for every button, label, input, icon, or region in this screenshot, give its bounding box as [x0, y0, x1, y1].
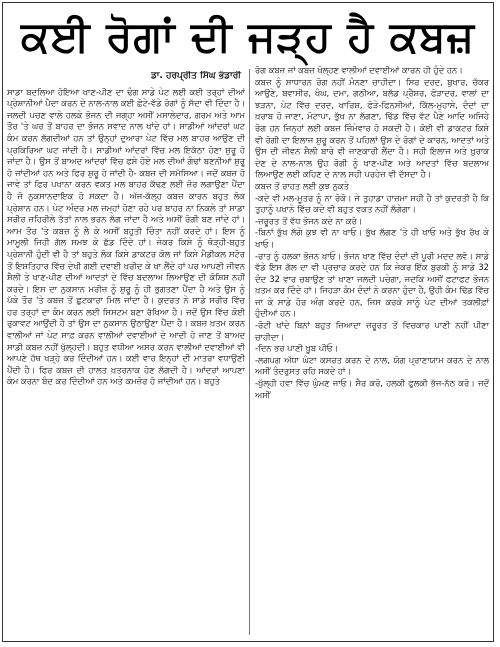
tips-heading: ਕਬਜ਼ ਤੋਂ ਰਾਹਤ ਲਈ ਕੁਝ ਨੁਕਤੇ	[255, 180, 349, 191]
body-paragraph: ਰੋਗ ਕਬਜ਼ ਜਾਂ ਕਬਜ਼ ਖੋਲ੍ਹਣ ਵਾਲੀਆਂ ਦਵਾਈਆਂ ਕਾਰਨ ਹੀ ਹੁੰਦੇ ਹਨ।	[255, 65, 463, 75]
tip-item: -ਰੋਟੀ ਖਾਂਦੇ ਬਿਨਾਂ ਬਹੁਤ ਜ਼ਿਆਦਾ ਜ਼ਰੂਰਤ ਤੋਂ ਵਿਚਕਾਰ ਪਾਣੀ ਨਹੀਂ ਪੀਣਾ ਚਾਹੀਦਾ।	[255, 320, 489, 342]
tip-item: -ਲਗਪਗ ਅੱਧਾ ਘੰਟਾ ਕਸਰਤ ਕਰਨ ਦੇ ਨਾਲ, ਯੋਗ ਪ੍ਰਾਣਾਯਾਮ ਕਰਨ ਦੇ ਨਾਲ ਅਸੀਂ ਤੰਦਰੁਸਤ ਰਹਿ ਸਕਦੇ ਹਾਂ।	[255, 354, 489, 377]
body-paragraph: ਕਬਜ਼ ਨੂੰ ਸਾਧਾਰਨ ਰੋਗ ਨਹੀਂ ਮੰਨਣਾ ਚਾਹੀਦਾ। ਸਿਰ ਦਰਦ, ਬੁਖਾਰ, ਚੱਕਰ ਆਉਣੇ, ਬਵਾਸੀਰ, ਖੰਘ, ਦਮਾ, ਗਠੀਆ, ਬਲੱਡ ਪ੍ਰੈਸ਼ਰ, ਫੋੜਾਦਰ, ਵਾਲਾਂ ਦਾ ਝੜਨਾ, ਪੇਟ ਵਿੱਚ ਦਰਦ, ਖਾਰਿਸ਼, ਫੋੜੇ-ਫਿਨਸੀਆਂ, ਕਿੱਲ-ਮੁਹਾਸੇ, ਦੰਦਾਂ ਦਾ ਖ਼ਰਾਬ ਹੋ ਜਾਣਾ, ਮੋਟਾਪਾ, ਭੁੱਖ ਨਾ ਲੱਗਣਾ, ਢਿੱਡ ਵਿੱਚ ਵੱਟ ਪੈਣੇ ਆਦਿ ਅਜਿਹੇ ਰੋਗ ਹਨ ਜਿਨ੍ਹਾਂ ਲਈ ਕਬਜ਼ ਜ਼ਿੰਮੇਵਾਰ ਹੋ ਸਕਦੀ ਹੈ। ਕੋਈ ਵੀ ਡਾਕਟਰ ਕਿਸੇ ਵੀ ਰੋਗੀ ਦਾ ਇਲਾਜ ਸ਼ੁਰੂ ਕਰਨ ਤੋਂ ਪਹਿਲਾਂ ਉਸ ਦੇ ਰੋਗਾਂ ਦੇ ਕਾਰਨ, ਆਦਤਾਂ ਅਤੇ ਉਸ ਦੀ ਜੀਵਨ ਸ਼ੈਲੀ ਬਾਰੇ ਵੀ ਜਾਣਕਾਰੀ ਲੈਂਦਾ ਹੈ। ਸਹੀ ਇਲਾਜ ਅਤੇ ਖ਼ੁਰਾਕ ਦੇਣ ਦੇ ਨਾਲ-ਨਾਲ ਉਹ ਰੋਗੀ ਨੂੰ ਖਾਣ-ਪੀਣ ਅਤੇ ਆਦਤਾਂ ਵਿੱਚ ਬਦਲਾਅ ਲਿਆਉਣ ਲਈ ਕਹਿਣ ਦੇ ਨਾਲ ਸਹੀ ਪਰਹੇਜ਼ ਵੀ ਦੱਸਦਾ ਹੈ।	[255, 76, 489, 180]
article-headline: ਕਈ ਰੋਗਾਂ ਦੀ ਜੜ੍ਹ ਹੈ ਕਬਜ਼	[21, 12, 475, 61]
left-column	[7, 71, 245, 637]
right-column	[255, 65, 489, 631]
column-divider	[249, 69, 250, 635]
newspaper-article	[2, 2, 494, 642]
tip-item: -ਬਿਨਾਂ ਭੁੱਖ ਲੱਗੇ ਕੁਝ ਵੀ ਨਾ ਖਾਓ। ਭੁੱਖ ਲੱਗਣ 'ਤੇ ਹੀ ਖਾਓ ਅਤੇ ਭੁੱਖ ਰੱਖ ਕੇ ਖਾਓ।	[255, 227, 489, 249]
author-byline: ਡਾ. ਹਰਪ੍ਰੀਤ ਸਿੰਘ ਭੰਡਾਰੀ	[150, 71, 241, 81]
tip-item: -ਖੁੱਲ੍ਹੀ ਹਵਾ ਵਿੱਚ ਘੁੰਮਣ ਜਾਓ। ਸੈਰ ਕਰੋ, ਹਲਕੀ ਫੁਲਕੀ ਭੱਜ-ਨੱਠ ਕਰੋ। ਜਦੋਂ ਅਸੀਂ	[255, 378, 489, 400]
body-paragraph: ਸਾਡਾ ਬਦਲਿਆ ਹੋਇਆ ਖਾਣ-ਪੀਣ ਦਾ ਢੰਗ ਸਾਡੇ ਪੇਟ ਲਈ ਕਈ ਤਰ੍ਹਾਂ ਦੀਆਂ ਪ੍ਰੇਸ਼ਾਨੀਆਂ ਪੈਦਾ ਕਰਨ ਦੇ ਨਾਲ-ਨਾਲ ਕਈ ਛੋਟੇ-ਵੱਡੇ ਰੋਗਾਂ ਨੂੰ ਸੱਦਾ ਵੀ ਦਿੰਦਾ ਹੈ। ਜਲਦੀ ਪਚਣ ਵਾਲੇ ਹਲਕੇ ਭੋਜਨ ਦੀ ਜਗ੍ਹਾ ਅਸੀਂ ਮਸਾਲੇਦਾਰ, ਗਰਮ ਅਤੇ ਆਮ ਤੌਰ 'ਤੇ ਘਰ ਤੋਂ ਬਾਹਰ ਦਾ ਭੋਜਨ ਸਵਾਦ ਨਾਲ ਖਾਂਦੇ ਹਾਂ। ਸਾਡੀਆਂ ਆਂਦਰਾਂ ਘਟ ਕੰਮ ਕਰਨ ਲੱਗਦੀਆਂ ਹਨ ਤਾਂ ਉਨ੍ਹਾਂ ਦੁਆਰਾ ਪੇਟ ਵਿੱਚ ਮਲ ਬਾਹਰ ਆਉਣ ਦੀ ਪ੍ਰਕਿਰਿਆ ਘਟ ਜਾਂਦੀ ਹੈ। ਸਾਡੀਆਂ ਆਂਦਰਾਂ ਵਿੱਚ ਮਲ ਇਕੱਠਾ ਹੋਣਾ ਸ਼ੁਰੂ ਹੋ ਜਾਂਦਾ ਹੈ। ਉਸ ਤੋਂ ਬਾਅਦ ਆਂਦਰਾਂ ਵਿੱਚ ਫਸੇ ਹੋਏ ਮਲ ਦੀਆਂ ਗੰਢਾਂ ਬਣਨੀਆਂ ਸ਼ੁਰੂ ਹੋ ਜਾਂਦੀਆਂ ਹਨ ਅਤੇ ਫਿਰ ਸ਼ੁਰੂ ਹੋ ਜਾਂਦੀ ਹੈ- ਕਬਜ਼ ਦੀ ਸਮੱਸਿਆ। ਜਦੋਂ ਕਬਜ਼ ਹੋ ਜਾਵੇ ਤਾਂ ਫਿਰ ਪਖਾਨਾ ਕਰਨ ਵਕਤ ਮਲ ਬਾਹਰ ਕੱਢਣ ਲਈ ਜ਼ੋਰ ਲਗਾਉਣਾ ਪੈਂਦਾ ਹੈ ਜੋ ਨੁਕਸਾਨਦਾਇਕ ਹੋ ਸਕਦਾ ਹੈ। ਅੱਜ-ਕੱਲ੍ਹ ਕਬਜ਼ ਕਾਰਨ ਬਹੁਤ ਲੋਕ ਪ੍ਰੇਸ਼ਾਨ ਹਨ। ਪੇਟ ਅੰਦਰ ਮਲ ਜਮ੍ਹਾਂ ਹੋਣਾ ਰਹੇ ਪਰ ਬਾਹਰ ਨਾ ਨਿਕਲੇ ਤਾਂ ਸਾਡਾ ਸਰੀਰ ਜ਼ਹਿਰੀਲੇ ਤੱਤਾਂ ਨਾਲ ਭਰਨ ਲੱਗ ਜਾਂਦਾ ਹੈ ਅਤੇ ਅਸੀਂ ਰੋਗੀ ਬਣ ਜਾਂਦੇ ਹਾਂ। ਆਮ ਤੌਰ 'ਤੇ ਕਬਜ਼ ਨੂੰ ਲੈ ਕੇ ਅਸੀਂ ਬਹੁਤੀ ਚਿੰਤਾ ਨਹੀਂ ਕਰਦੇ ਹਾਂ। ਇਸ ਨੂੰ ਮਾਮੂਲੀ ਜਿਹੀ ਗੱਲ ਸਮਝ ਕੇ ਛੱਡ ਦਿੰਦੇ ਹਾਂ। ਜੇਕਰ ਕਿਸੇ ਨੂੰ ਥੋੜ੍ਹੀ-ਬਹੁਤ ਪ੍ਰੇਸ਼ਾਨੀ ਹੁੰਦੀ ਵੀ ਹੈ ਤਾਂ ਬਹੁਤੇ ਲੋਕ ਕਿਸੇ ਡਾਕਟਰ ਕੋਲ ਜਾਂ ਕਿਸੇ ਮੈਡੀਕਲ ਸਟੋਰ ਤੋਂ ਇਸ਼ਤਿਹਾਰ ਵਿੱਚ ਦੇਖੀ ਗਈ ਦਵਾਈ ਖ਼ਰੀਦ ਕੇ ਖਾ ਲੈਂਦੇ ਹਾਂ ਪਰ ਆਪਣੀ ਜੀਵਨ ਸ਼ੈਲੀ ਤੇ ਖਾਣ-ਪੀਣ ਦੀਆਂ ਆਦਤਾਂ ਦੇ ਵਿੱਚ ਬਦਲਾਅ ਲਿਆਉਣ ਦੀ ਕੋਸ਼ਿਸ਼ ਨਹੀਂ ਕਰਦੇ। ਇਸ ਦਾ ਨੁਕਸਾਨ ਮਰੀਜ਼ ਨੂੰ ਸ਼ੁਰੂ ਨੂੰ ਹੀ ਭੁਗਤਣਾ ਪੈਂਦਾ ਹੈ ਅਤੇ ਉਸ ਨੂੰ ਪੱਕੇ ਤੌਰ 'ਤੇ ਕਬਜ਼ ਤੋਂ ਛੁਟਕਾਰਾ ਮਿਲ ਜਾਂਦਾ ਹੈ। ਕੁਦਰਤ ਨੇ ਸਾਡੇ ਸਰੀਰ ਵਿੱਚ ਹਰ ਤਰ੍ਹਾਂ ਦਾ ਕੰਮ ਕਰਨ ਲਈ ਸਿਸਟਮ ਬਣਾ ਰੱਖਿਆ ਹੈ। ਜਦੋਂ ਉਸ ਵਿੱਚ ਕੋਈ ਰੁਕਾਵਟ ਆਉਂਦੀ ਹੈ ਤਾਂ ਉਸ ਦਾ ਨੁਕਸਾਨ ਉਠਾਉਣਾ ਪੈਂਦਾ ਹੈ। ਕਬਜ਼ ਖ਼ਤਮ ਕਰਨ ਵਾਲੀਆਂ ਜਾਂ ਪੇਟ ਸਾਫ਼ ਕਰਨ ਵਾਲੀਆਂ ਦਵਾਈਆਂ ਦੇ ਆਦੀ ਹੋ ਜਾਣ ਤੋਂ ਬਾਅਦ ਸਾਡੀ ਕਬਜ਼ ਨਹੀਂ ਖੁੱਲ੍ਹਦੀ। ਬਹੁਤ ਵਧੀਆ ਅਸਰ ਕਰਨ ਵਾਲੀਆਂ ਦਵਾਈਆਂ ਵੀ ਆਪਣੇ ਹੱਥ ਖੜ੍ਹੇ ਕਰ ਦਿੰਦੀਆਂ ਹਨ। ਕਈ ਵਾਰ ਇਨ੍ਹਾਂ ਦੀ ਮਾਤਰਾ ਵਧਾਉਣੀ ਪੈਂਦੀ ਹੈ। ਫਿਰ ਕਬਜ਼ ਦੀ ਹਾਲਤ ਖ਼ਤਰਨਾਕ ਹੋਣ ਲੱਗਦੀ ਹੈ। ਆਂਦਰਾਂ ਆਪਣਾ ਕੰਮ ਕਰਨਾ ਬੰਦ ਕਰ ਦਿੰਦੀਆਂ ਹਨ ਅਤੇ ਕਮਜ਼ੋਰ ਹੋ ਜਾਂਦੀਆਂ ਹਨ। ਬਹੁਤੇ	[7, 86, 245, 387]
tip-item: -ਕਦੇ ਵੀ ਮਲ-ਮੂਤਰ ਨੂੰ ਨਾ ਰੋਕੋ। ਜੇ ਤੁਹਾਡਾ ਹਾਜ਼ਮਾ ਸਹੀ ਹੈ ਤਾਂ ਕੁਦਰਤੀ ਹੈ ਕਿ ਤੁਹਾਨੂੰ ਪਖਾਨੇ ਵਿੱਚ ਕਦੇ ਵੀ ਬਹੁਤ ਵਕਤ ਨਹੀਂ ਲੱਗੇਗਾ।	[255, 192, 489, 215]
tip-item: -ਰਾਤ ਨੂੰ ਹਲਕਾ ਭੋਜਨ ਖਾਓ। ਭੋਜਨ ਖਾਣ ਵਿੱਚ ਦੰਦਾਂ ਦੀ ਪੂਰੀ ਮਦਦ ਲਵੋ। ਸਾਡੇ ਵੱਡੇ ਇਸ ਗੱਲ ਦਾ ਵੀ ਪ੍ਰਚਾਰ ਕਰਦੇ ਹਨ ਕਿ ਜੇਕਰ ਇੱਕ ਬੁਰਕੀ ਨੂੰ ਸਾਡੇ 32 ਦੰਦ 32 ਵਾਰ ਚਬਾਉਣ ਤਾਂ ਖਾਣਾ ਜਲਦੀ ਪਚੇਗਾ, ਜਦਕਿ ਅਸੀਂ ਫਟਾਫਟ ਭੋਜਨ ਖ਼ਤਮ ਕਰ ਦਿੰਦੇ ਹਾਂ। ਜਿਹੜਾ ਕੰਮ ਦੰਦਾਂ ਨੇ ਕਰਨਾ ਹੁੰਦਾ ਹੈ, ਉਹੀ ਕੰਮ ਢਿੱਡ ਵਿੱਚ ਜਾ ਕੇ ਸਾਡੇ ਹੋਰ ਅੰਗ ਕਰਦੇ ਹਨ, ਜਿਸ ਕਰਕੇ ਸਾਨੂੰ ਪੇਟ ਦੀਆਂ ਤਕਲੀਫ਼ਾਂ ਹੁੰਦੀਆਂ ਹਨ।	[255, 250, 489, 319]
tip-item: -ਜ਼ਰੂਰਤ ਤੋਂ ਵੱਧ ਭੋਜਨ ਕਦੇ ਨਾ ਕਰੋ।	[255, 215, 363, 226]
tip-item: -ਦਿਨ ਭਰ ਪਾਣੀ ਖ਼ੂਬ ਪੀਓ।	[255, 343, 339, 354]
